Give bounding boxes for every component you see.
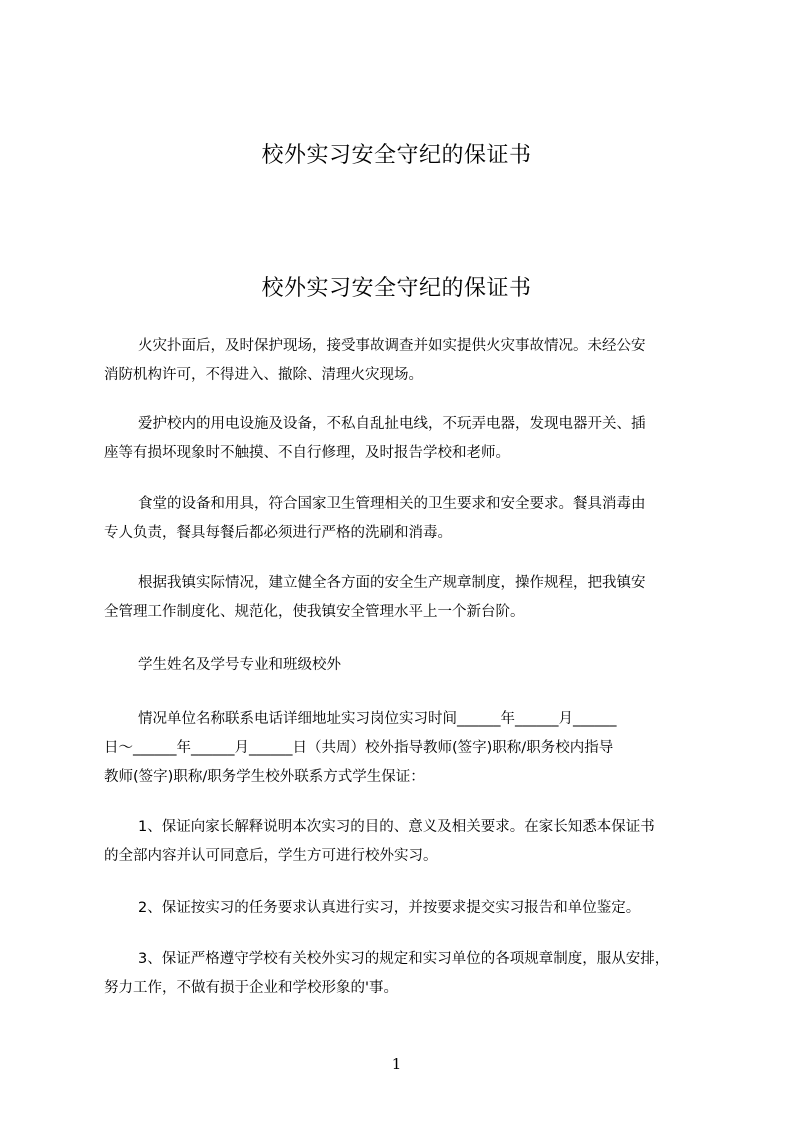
paragraph-line: 教师(签字)职称/职务学生校外联系方式学生保证： [104, 769, 425, 785]
paragraph-line: 的全部内容并认可同意后，学生方可进行校外实习。 [104, 848, 438, 864]
paragraph-electrical-safety [104, 410, 704, 468]
paragraph-student-info [104, 651, 704, 680]
paragraph-guarantee-3 [104, 945, 704, 1003]
paragraph-line: 专人负责，餐具每餐后都必须进行严格的洗刷和消毒。 [104, 525, 452, 541]
paragraph-line: 2、保证按实习的任务要求认真进行实习，并按要求提交实习报告和单位鉴定。 [138, 900, 641, 916]
document-title-main: 校外实习安全守纪的保证书 [261, 276, 532, 301]
paragraph-line: 全管理工作制度化、规范化，使我镇安全管理水平上一个新台阶。 [104, 604, 525, 620]
paragraph-line: 1、保证向家长解释说明本次实习的目的、意义及相关要求。在家长知悉本保证书 [138, 819, 655, 835]
paragraph-line: 火灾扑面后，及时保护现场，接受事故调查并如实提供火灾事故情况。未经公安 [138, 338, 646, 354]
paragraph-line: 日～______年______月______日（共周）校外指导教师(签字)职称/职务校内指导 [104, 740, 614, 756]
paragraph-line: 3、保证严格遵守学校有关校外实习的规定和实习单位的各项规章制度，服从安排， [138, 951, 670, 967]
paragraph-line: 消防机构许可，不得进入、撤除、清理火灾现场。 [104, 367, 423, 383]
paragraph-line: 情况单位名称联系电话详细地址实习岗位实习时间______年______月______ [138, 711, 617, 727]
paragraph-fire-scene [104, 332, 704, 390]
paragraph-guarantee-1 [104, 813, 704, 871]
document-title-top: 校外实习安全守纪的保证书 [261, 143, 532, 168]
paragraph-canteen-hygiene [104, 490, 704, 548]
paragraph-guarantee-2 [104, 894, 704, 923]
paragraph-line: 学生姓名及学号专业和班级校外 [138, 657, 341, 673]
paragraph-line: 座等有损坏现象时不触摸、不自行修理，及时报告学校和老师。 [104, 445, 510, 461]
paragraph-line: 努力工作，不做有损于企业和学校形象的'事。 [104, 980, 398, 996]
paragraph-line: 根据我镇实际情况，建立健全各方面的安全生产规章制度，操作规程，把我镇安 [138, 575, 646, 591]
paragraph-line: 爱护校内的用电设施及设备，不私自乱扯电线，不玩弄电器，发现电器开关、插 [138, 416, 646, 432]
paragraph-safety-rules [104, 569, 704, 627]
paragraph-internship-details [104, 705, 704, 792]
paragraph-line: 食堂的设备和用具，符合国家卫生管理相关的卫生要求和安全要求。餐具消毒由 [138, 496, 646, 512]
page-number: 1 [391, 1055, 402, 1073]
